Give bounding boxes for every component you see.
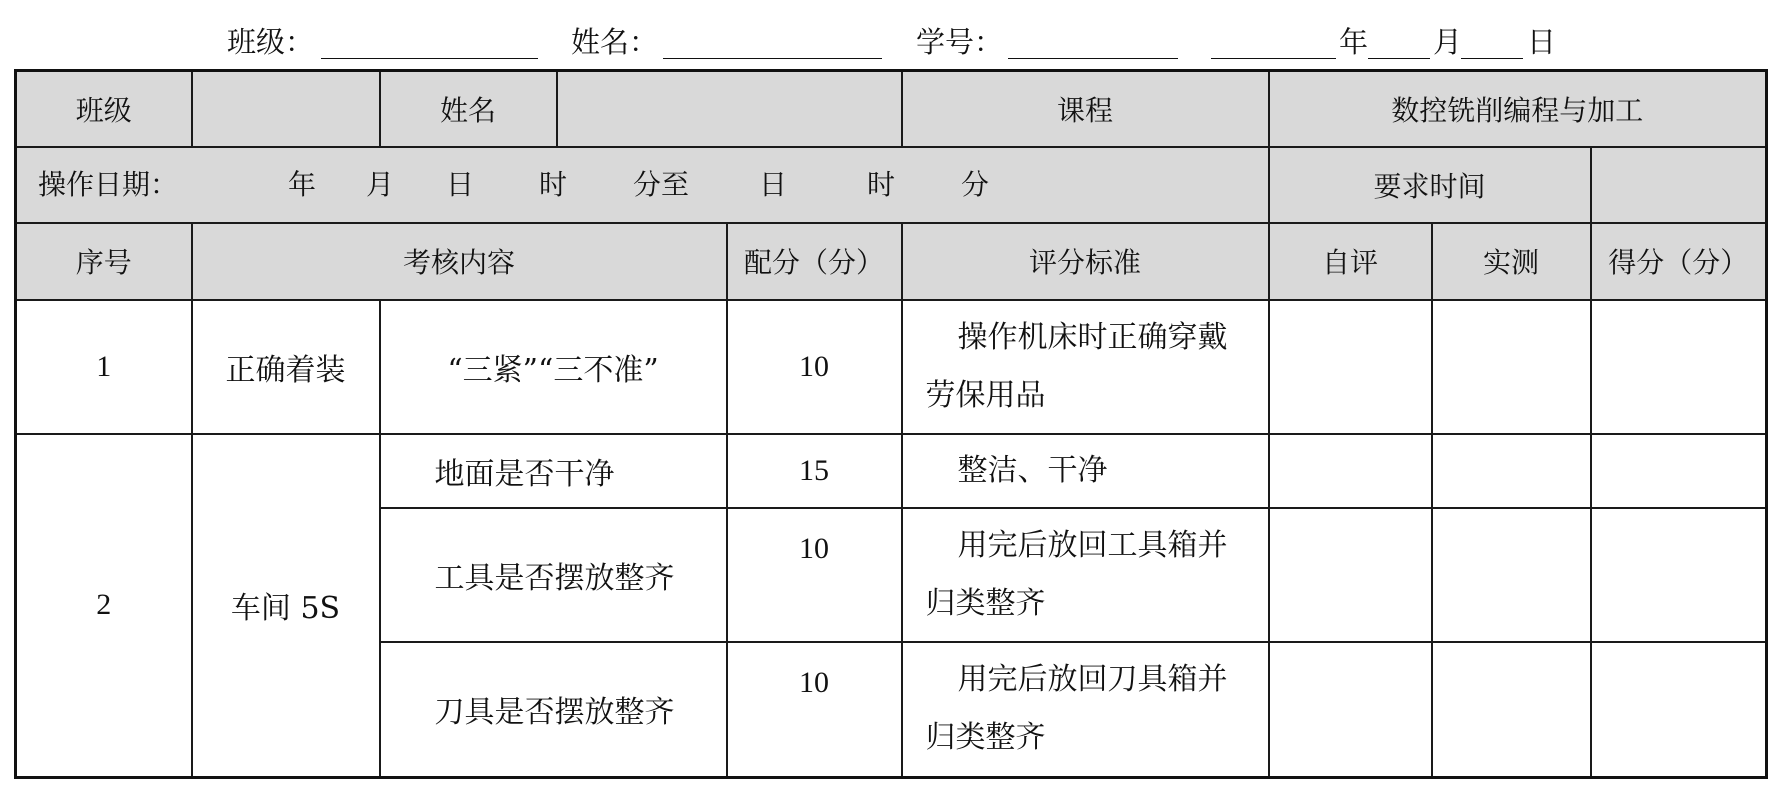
class-blank — [321, 24, 538, 59]
category-cell: 车间 5S — [192, 434, 380, 778]
content-cell: “三紧”“三不准” — [380, 300, 727, 434]
student-id-blank — [1008, 24, 1178, 59]
required-time-value-cell — [1591, 147, 1767, 223]
date-token-day: 日 — [446, 167, 475, 201]
date-row — [16, 147, 1767, 223]
column-header-self-eval: 自评 — [1269, 223, 1432, 300]
criteria-cell: 用完后放回工具箱并归类整齐 — [902, 508, 1269, 642]
year-label: 年 — [1339, 25, 1369, 59]
date-token-hour: 时 — [539, 167, 568, 201]
column-header-seq: 序号 — [16, 223, 192, 300]
class-label-cell: 班级 — [16, 71, 192, 147]
course-value-cell: 数控铣削编程与加工 — [1269, 71, 1767, 147]
self-eval-cell — [1269, 508, 1432, 642]
content-cell: 工具是否摆放整齐 — [380, 508, 727, 642]
date-token-end-minute: 分 — [961, 167, 990, 201]
assessment-table — [14, 69, 1768, 779]
year-blank — [1211, 24, 1336, 59]
class-value-cell — [192, 71, 380, 147]
score-cell — [1591, 434, 1767, 508]
score-cell — [1591, 508, 1767, 642]
self-eval-cell — [1269, 300, 1432, 434]
form-header-line — [0, 24, 1780, 64]
info-row — [16, 71, 1767, 147]
seq-cell: 2 — [16, 434, 192, 778]
points-cell: 10 — [727, 508, 902, 642]
date-token-end-hour: 时 — [867, 167, 896, 201]
course-label-cell: 课程 — [902, 71, 1269, 147]
criteria-cell: 用完后放回刀具箱并归类整齐 — [902, 642, 1269, 778]
operation-date-cell — [16, 147, 1269, 223]
table-row — [16, 434, 1767, 508]
month-label: 月 — [1433, 25, 1463, 59]
points-cell: 10 — [727, 300, 902, 434]
column-header-row — [16, 223, 1767, 300]
column-header-criteria: 评分标准 — [902, 223, 1269, 300]
date-token-minute-to: 分至 — [633, 167, 690, 201]
measured-cell — [1432, 300, 1591, 434]
category-cell: 正确着装 — [192, 300, 380, 434]
operation-date-label: 操作日期： — [38, 167, 179, 201]
column-header-score: 得分（分） — [1591, 223, 1767, 300]
month-blank — [1368, 24, 1430, 59]
self-eval-cell — [1269, 642, 1432, 778]
criteria-cell: 操作机床时正确穿戴劳保用品 — [902, 300, 1269, 434]
name-label-cell: 姓名 — [380, 71, 557, 147]
seq-cell: 1 — [16, 300, 192, 434]
name-blank — [663, 24, 882, 59]
self-eval-cell — [1269, 434, 1432, 508]
score-cell — [1591, 642, 1767, 778]
measured-cell — [1432, 642, 1591, 778]
points-cell: 10 — [727, 642, 902, 778]
day-label: 日 — [1527, 25, 1557, 59]
score-cell — [1591, 300, 1767, 434]
day-blank — [1461, 24, 1523, 59]
column-header-measured: 实测 — [1432, 223, 1591, 300]
points-cell: 15 — [727, 434, 902, 508]
student-id-label: 学号： — [916, 25, 1004, 59]
table-row — [16, 300, 1767, 434]
name-label: 姓名： — [571, 25, 659, 59]
name-value-cell — [557, 71, 902, 147]
measured-cell — [1432, 508, 1591, 642]
criteria-cell: 整洁、干净 — [902, 434, 1269, 508]
required-time-label-cell: 要求时间 — [1269, 147, 1591, 223]
class-label: 班级： — [227, 25, 315, 59]
date-token-year: 年 — [288, 167, 317, 201]
content-cell: 刀具是否摆放整齐 — [380, 642, 727, 778]
date-token-month: 月 — [366, 167, 395, 201]
column-header-content: 考核内容 — [192, 223, 727, 300]
content-cell: 地面是否干净 — [380, 434, 727, 508]
measured-cell — [1432, 434, 1591, 508]
column-header-points: 配分（分） — [727, 223, 902, 300]
date-token-end-day: 日 — [759, 167, 788, 201]
